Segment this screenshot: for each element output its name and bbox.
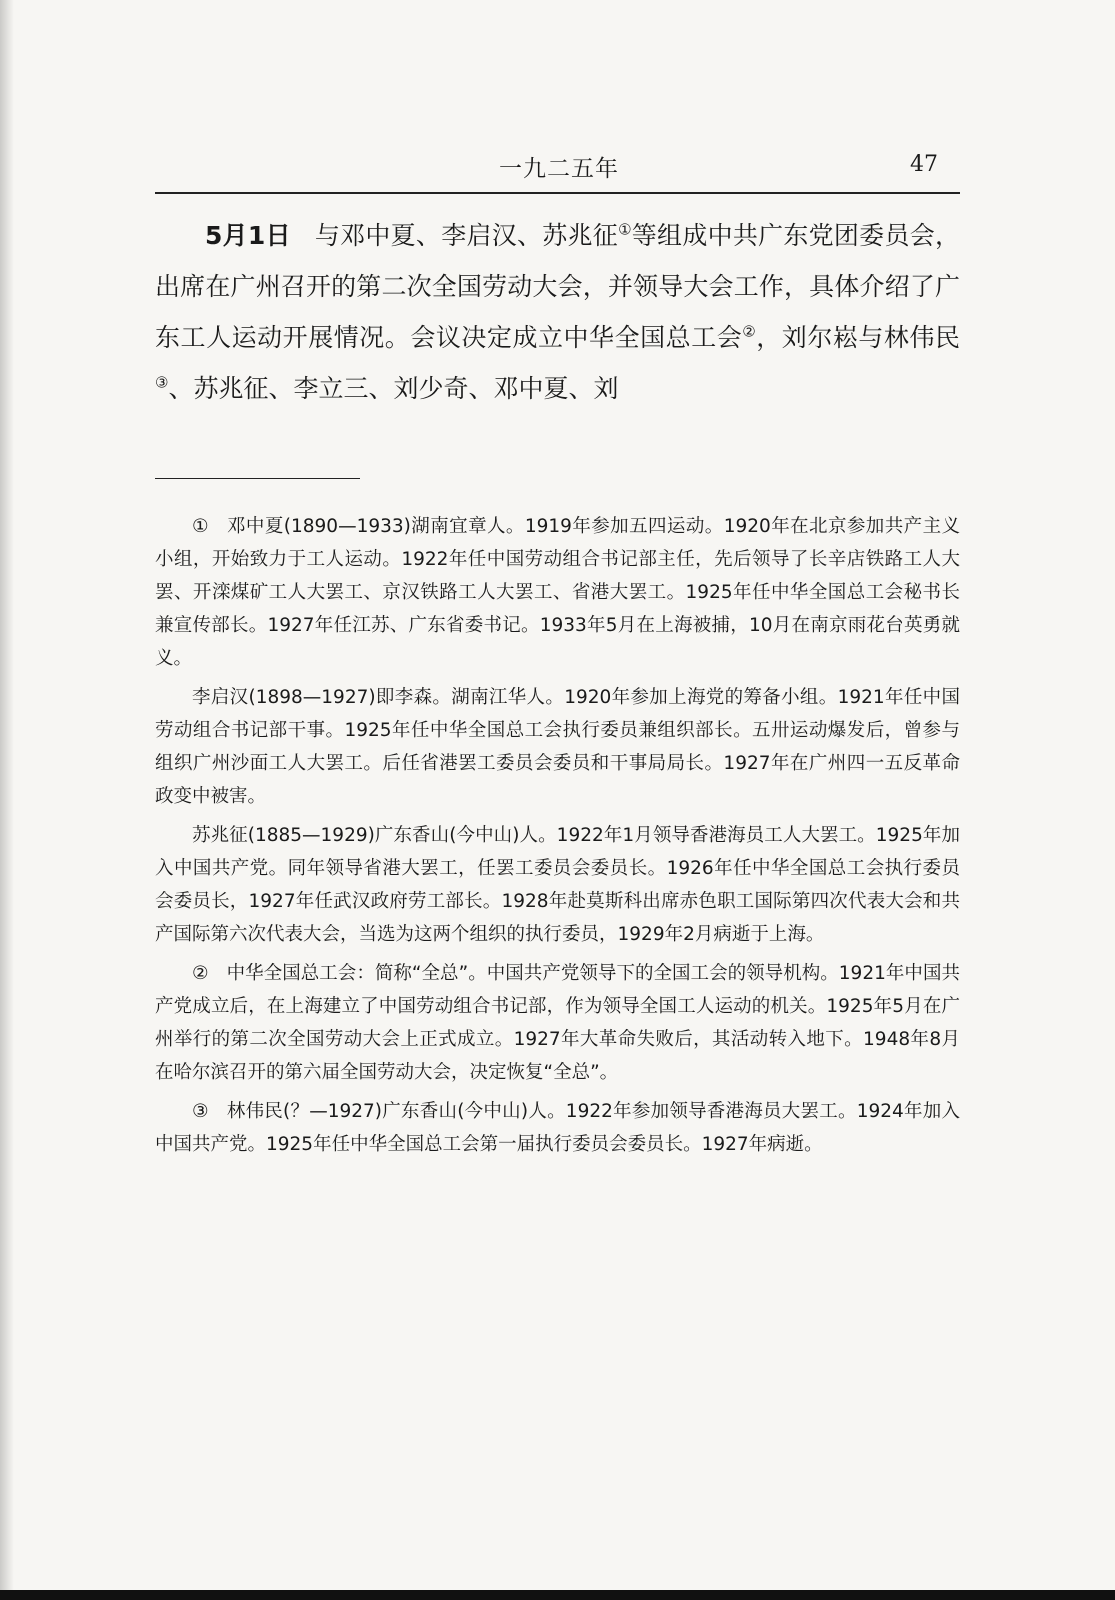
- header-rule: [155, 192, 960, 194]
- footnote-1b-text: 李启汉(1898—1927)即李森。湖南江华人。1920年参加上海党的筹备小组。1921年任中国劳动组合书记部干事。1925年任中华全国总工会执行委员兼组织部长。五卅运动爆发后，曾参与组织广州沙面工人大罢工。后任省港罢工委员会委员和干事局局长。1927年在广州四一五反革命政变中被害。: [155, 687, 960, 807]
- entry-text-2: 等组成中共广东党团委员会，出席在广州召开的第二次全国劳动大会，并领导大会工作，具体介绍了广东工人运动开展情况。会议决定成立中华全国总工会: [155, 221, 960, 352]
- footnote-rule: [155, 478, 360, 479]
- footnotes: [155, 510, 960, 1167]
- header-title: 一九二五年: [499, 156, 619, 182]
- entry-date: 5月1日: [205, 221, 291, 250]
- footnote-2: [155, 957, 960, 1089]
- entry-paragraph: [155, 210, 960, 414]
- running-header: [158, 150, 960, 194]
- footnote-2-text: 中华全国总工会：简称“全总”。中国共产党领导下的全国工会的领导机构。1921年中国共产党成立后，在上海建立了中国劳动组合书记部，作为领导全国工人运动的机关。1925年5月在广州举行的第二次全国劳动大会上正式成立。1927年大革命失败后，其活动转入地下。1948年8月在哈尔滨召开的第六届全国劳动大会，决定恢复“全总”。: [155, 963, 960, 1083]
- footnote-2-mark: ②: [192, 963, 209, 984]
- footnote-3-mark: ③: [192, 1101, 209, 1122]
- page-number: 47: [910, 152, 938, 177]
- footnote-1-mark: ①: [192, 516, 210, 537]
- footnote-ref-1[interactable]: ①: [618, 220, 632, 239]
- page-edge-bottom: [0, 1590, 1115, 1600]
- footnote-1c-text: 苏兆征(1885—1929)广东香山(今中山)人。1922年1月领导香港海员工人大罢工。1925年加入中国共产党。同年领导省港大罢工，任罢工委员会委员长。1926年任中华全国总工会执行委员会委员长，1927年任武汉政府劳工部长。1928年赴莫斯科出席赤色职工国际第四次代表大会和共产国际第六次代表大会，当选为这两个组织的执行委员，1929年2月病逝于上海。: [155, 825, 960, 945]
- footnote-3-text: 林伟民(？—1927)广东香山(今中山)人。1922年参加领导香港海员大罢工。1924年加入中国共产党。1925年任中华全国总工会第一届执行委员会委员长。1927年病逝。: [155, 1101, 960, 1155]
- main-entry: [155, 210, 960, 414]
- footnote-3: [155, 1095, 960, 1161]
- entry-text-4: 、苏兆征、李立三、刘少奇、邓中夏、刘: [168, 374, 619, 403]
- footnote-ref-2[interactable]: ②: [742, 322, 757, 341]
- entry-text-1: 与邓中夏、李启汉、苏兆征: [314, 221, 619, 250]
- footnote-1-text: 邓中夏(1890—1933)湖南宜章人。1919年参加五四运动。1920年在北京参加共产主义小组，开始致力于工人运动。1922年任中国劳动组合书记部主任，先后领导了长辛店铁路工人大罢、开滦煤矿工人大罢工、京汉铁路工人大罢工、省港大罢工。1925年任中华全国总工会秘书长兼宣传部长。1927年任江苏、广东省委书记。1933年5月在上海被捕，10月在南京雨花台英勇就义。: [155, 516, 960, 669]
- footnote-1: [155, 510, 960, 675]
- entry-text-3: ，刘尔崧与林伟民: [756, 323, 960, 352]
- page-edge-shadow: [0, 0, 14, 1600]
- footnote-1b: [155, 681, 960, 813]
- footnote-ref-3[interactable]: ③: [155, 373, 169, 392]
- footnote-1c: [155, 819, 960, 951]
